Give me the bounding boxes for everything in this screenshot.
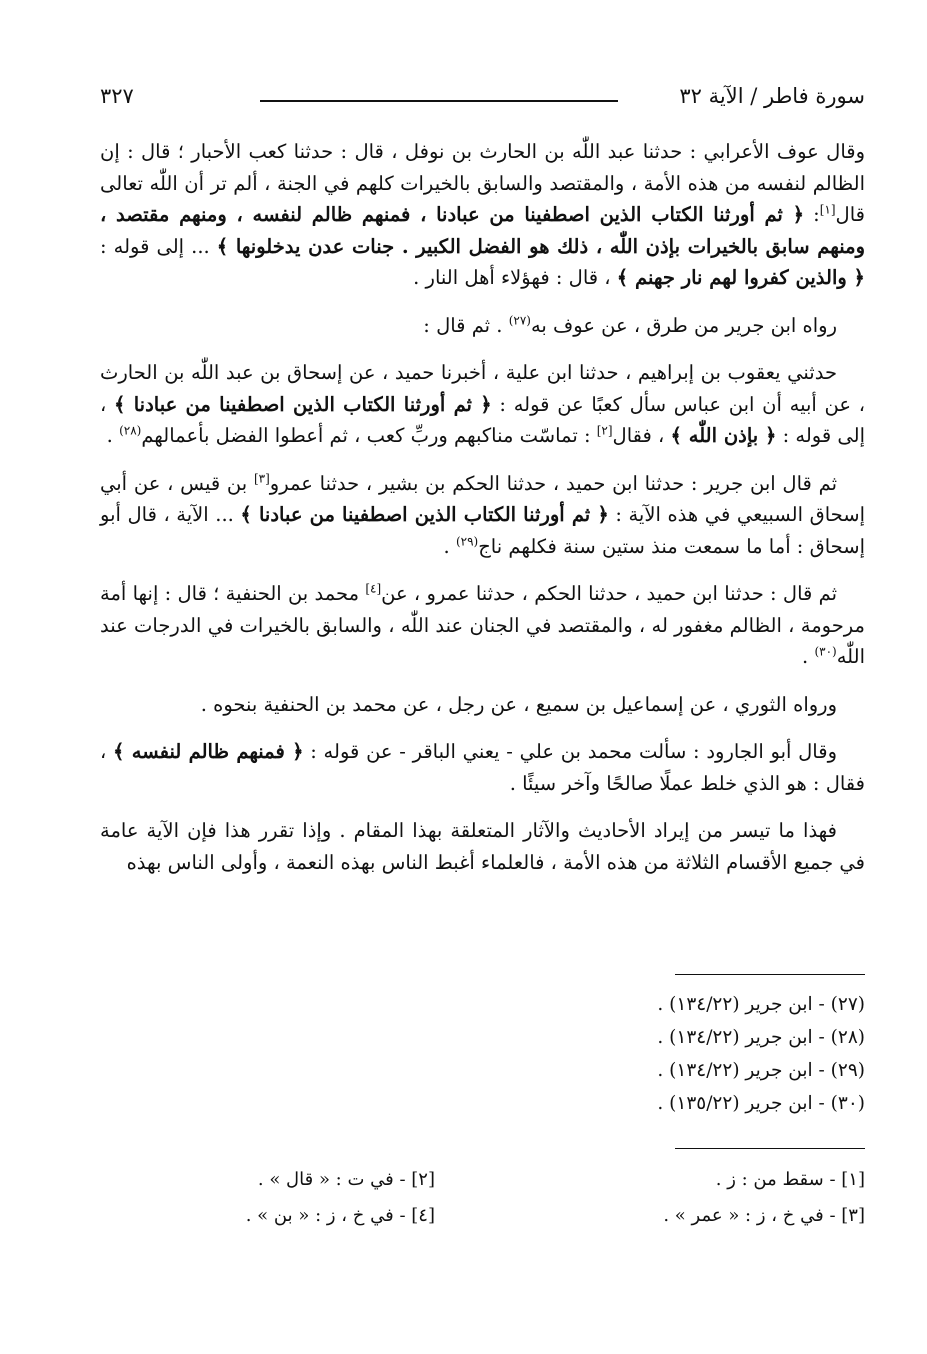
paragraph-6: ورواه الثوري ، عن إسماعيل بن سميع ، عن رجل ، عن محمد بن الحنفية بنحوه . bbox=[200, 692, 837, 716]
main-text bbox=[100, 136, 865, 894]
quran-quote: ﴿ فمنهم ظالم لنفسه ﴾ bbox=[113, 740, 304, 763]
footnote-ref: (٣٠) bbox=[814, 644, 837, 659]
header-rule bbox=[260, 100, 618, 102]
text-run: حدثني يعقوب بن إبراهيم ، حدثنا ابن علية ، أخبرنا حميد ، عن إسحاق بن عبد اللّٰه بن الحارث ، عن أبيه أن ابن عباس سأل كعبًا عن قوله : bbox=[100, 361, 865, 416]
note-ref: [٤] bbox=[365, 581, 382, 596]
quran-quote: ﴿ والذين كفروا لهم نار جهنم ﴾ bbox=[616, 266, 865, 289]
text-run: ، إلى قوله : bbox=[100, 392, 865, 447]
footnote-item: (٢٩) - ابن جرير (١٣٤/٢٢) . bbox=[657, 1060, 865, 1081]
notes-column-right bbox=[535, 1162, 865, 1234]
page-header bbox=[100, 84, 865, 124]
quran-quote: ﴿ ثم أورثنا الكتاب الذين اصطفينا من عبادنا ﴾ bbox=[114, 392, 492, 416]
quran-quote: ﴿ ثم أورثنا الكتاب الذين اصطفينا من عبادنا ﴾ bbox=[240, 503, 609, 526]
text-run: رواه ابن جرير من طرق ، عن عوف به bbox=[530, 313, 837, 337]
footnotes bbox=[465, 988, 865, 1120]
footnote-item: (٢٨) - ابن جرير (١٣٤/٢٢) . bbox=[657, 1027, 865, 1048]
note-ref: [١] bbox=[819, 202, 836, 217]
note-item: [٤] - في خ ، ز : « بن » . bbox=[245, 1205, 435, 1226]
text-run: ثم قال ابن جرير : حدثنا ابن حميد ، حدثنا الحكم بن بشير ، حدثنا عمرو bbox=[269, 471, 837, 495]
note-ref: [٢] bbox=[596, 423, 613, 438]
quran-quote: ﴿ ثم أورثنا الكتاب الذين اصطفينا من عبادنا ، فمنهم ظالم لنفسه ، ومنهم مقتصد ، ومنهم سابق بالخيرات بإذن اللّٰه ، ذلك هو الفضل الكبير . جنات عدن يدخلونها ﴾ bbox=[100, 203, 865, 258]
text-run: : bbox=[804, 203, 820, 226]
text-run: وقال أبو الجارود : سألت محمد بن علي - يعني الباقر - عن قوله : bbox=[303, 740, 837, 763]
quran-quote: ﴿ بإذن اللّٰه ﴾ bbox=[670, 424, 777, 447]
text-run: . ثم قال : bbox=[423, 313, 509, 337]
note-item: [٢] - في ت : « قال » . bbox=[257, 1169, 435, 1190]
footnote-divider bbox=[675, 974, 865, 975]
footnote-ref: (٢٧) bbox=[508, 313, 531, 327]
page-number: ٣٢٧ bbox=[100, 84, 134, 108]
paragraph-3 bbox=[100, 357, 865, 452]
text-run: ... الآية ، قال أبو إسحاق : أما ما سمعت منذ ستين سنة فكلهم ناج bbox=[100, 503, 865, 558]
text-run: ثم قال : حدثنا ابن حميد ، حدثنا الحكم ، حدثنا عمرو ، عن bbox=[381, 582, 838, 605]
notes-column-left bbox=[105, 1162, 435, 1234]
paragraph-5 bbox=[100, 578, 865, 673]
text-run: ، فقال bbox=[612, 424, 671, 447]
text-run: ، قال : فهؤلاء أهل النار . bbox=[413, 266, 617, 289]
paragraph-2 bbox=[100, 310, 865, 342]
text-run: بن قيس ، عن أبي إسحاق السبيعي في هذه الآية : bbox=[100, 471, 865, 526]
note-item: [٣] - في خ ، ز : « عمر » . bbox=[663, 1205, 865, 1226]
note-ref: [٣] bbox=[253, 471, 270, 485]
text-run: . bbox=[443, 534, 456, 558]
text-run: . bbox=[802, 645, 815, 668]
surah-title: سورة فاطر / الآية ٣٢ bbox=[679, 84, 865, 108]
notes-divider bbox=[675, 1148, 865, 1149]
text-run: : تماسّت مناكبهم وربِّ كعب ، ثم أعطوا الفضل بأعمالهم bbox=[141, 424, 597, 447]
note-item: [١] - سقط من : ز . bbox=[715, 1169, 865, 1190]
footnote-item: (٢٧) - ابن جرير (١٣٤/٢٢) . bbox=[657, 994, 865, 1015]
text-run: . bbox=[106, 424, 120, 447]
paragraph-4 bbox=[100, 468, 865, 563]
text-run: محمد بن الحنفية ؛ قال : إنها أمة مرحومة ، الظالم مغفور له ، والمقتصد في الجنان عند اللّٰه ، والسابق بالخيرات في الدرجات عند اللّٰه bbox=[100, 582, 865, 668]
footnote-ref: (٢٩) bbox=[455, 534, 479, 548]
text-run: ... إلى قوله : bbox=[100, 234, 217, 258]
footnote-item: (٣٠) - ابن جرير (١٣٥/٢٢) . bbox=[657, 1093, 865, 1114]
paragraph-7 bbox=[100, 736, 865, 799]
paragraph-8: فهذا ما تيسر من إيراد الأحاديث والآثار المتعلقة بهذا المقام . وإذا تقرر هذا فإن الآية عامة في جميع الأقسام الثلاثة من هذه الأمة ، فالعلماء أغبط الناس بهذه النعمة ، وأولى الناس بهذه bbox=[100, 819, 865, 874]
footnote-ref: (٢٨) bbox=[119, 423, 142, 438]
paragraph-1 bbox=[100, 136, 865, 294]
text-run: ، فقال : هو الذي خلط عملًا صالحًا وآخر سيئًا . bbox=[100, 740, 865, 795]
text-run: وقال عوف الأعرابي : حدثنا عبد اللّٰه بن الحارث بن نوفل ، قال : حدثنا كعب الأحبار ؛ قال : إن الظالم لنفسه من هذه الأمة ، والمقتصد والسابق بالخيرات كلهم في الجنة ، ألم تر أن اللّٰه تعالى قال bbox=[100, 140, 865, 226]
